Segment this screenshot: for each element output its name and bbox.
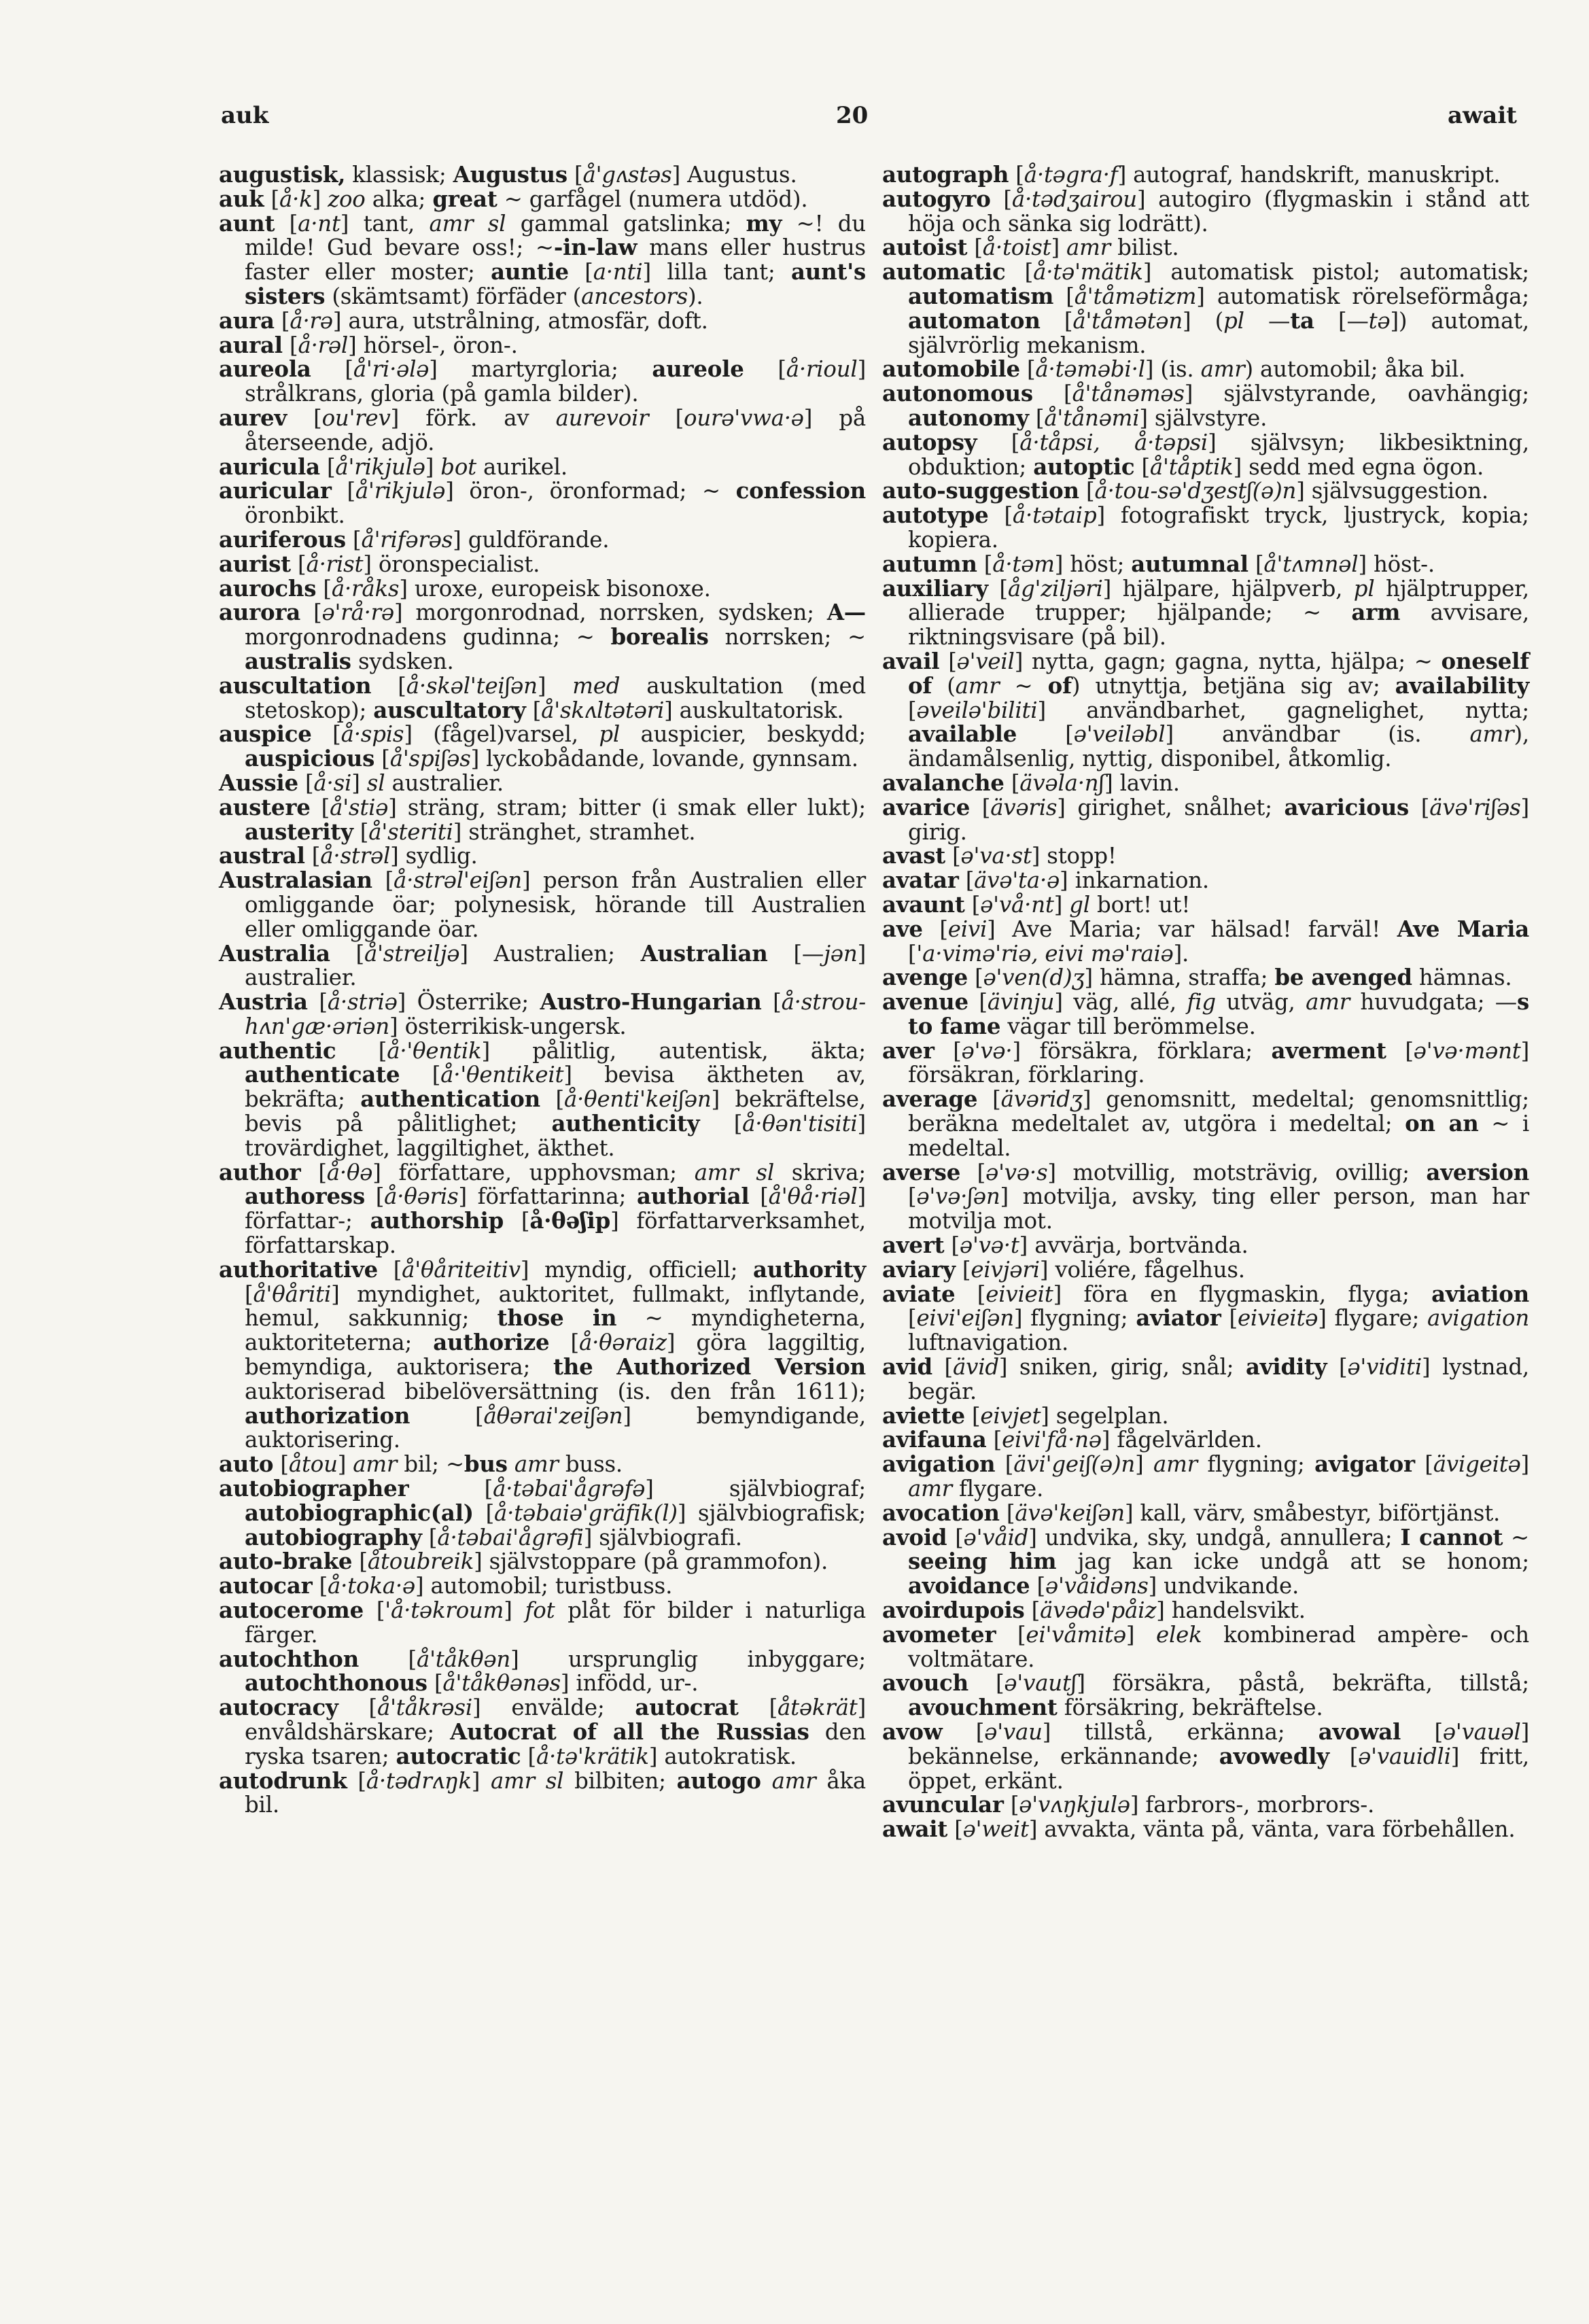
dictionary-entry: autograph [å·təgra·f] autograf, handskrift, manuskript. <box>882 162 1501 188</box>
dictionary-entry: autumn [å·təm] höst; autumnal [å'tʌmnəl] höst-. <box>882 551 1435 577</box>
dictionary-entry: auto [åtou] amr bil; ~bus amr buss. <box>219 1451 623 1478</box>
dictionary-entry: Australasian [å·strəl'eiʃən] person från Australien eller omliggande öar; polynesisk, hörande till Australien eller omliggande öar. <box>219 867 866 942</box>
dictionary-entry: aviette [eivjet] segelplan. <box>882 1402 1169 1429</box>
dictionary-entry: autobiographer [å·təbai'ågrəfə] självbiograf; autobiographic(al) [å·təbaiə'gräfik(l)] självbiografisk; autobiography [å·təbai'ågrəfi] självbiografi. <box>219 1476 866 1550</box>
dictionary-entry: auspice [å·spis] (fågel)varsel, pl auspicier, beskydd; auspicious [å'spiʃəs] lyckobådande, lovande, gynnsam. <box>219 721 866 772</box>
dictionary-entry: aural [å·rəl] hörsel-, öron-. <box>219 332 518 358</box>
dictionary-entry: auk [å·k] zoo alka; great ~ garfågel (numera utdöd). <box>219 186 808 212</box>
dictionary-entry: average [ävəridʒ] genomsnitt, medeltal; genomsnittlig; beräkna medeltalet av, utgöra i medeltal; on an ~ i medeltal. <box>882 1086 1529 1161</box>
dictionary-entry: autonomous [å'tånəməs] självstyrande, oavhängig; autonomy [å'tånəmi] självstyre. <box>882 381 1529 431</box>
dictionary-entry: austral [å·strəl] sydlig. <box>219 843 478 869</box>
dictionary-entry: autocerome ['å·təkroum] fot plåt för bilder i naturliga färger. <box>219 1597 866 1648</box>
dictionary-entry: autopsy [å·tåpsi, å·təpsi] självsyn; likbesiktning, obduktion; autoptic [å'tåptik] sedd med egna ögon. <box>882 429 1529 480</box>
running-head-right: await <box>1448 102 1517 129</box>
left-column <box>219 163 866 1818</box>
dictionary-entry: augustisk, klassisk; Augustus [å'gʌstəs] Augustus. <box>219 162 797 188</box>
dictionary-entry: autotype [å·tətaip] fotografiskt tryck, ljustryck, kopia; kopiera. <box>882 502 1529 553</box>
dictionary-entry: avometer [ei'våmitə] elek kombinerad ampère- och voltmätare. <box>882 1621 1529 1672</box>
dictionary-entry: auricula [å'rikjulə] bot aurikel. <box>219 453 568 480</box>
page-number: 20 <box>836 102 869 129</box>
dictionary-entry: austere [å'stiə] sträng, stram; bitter (i smak eller lukt); austerity [å'steriti] stränghet, stramhet. <box>219 794 866 845</box>
dictionary-entry: authentic [å·'θentik] pålitlig, autentisk, äkta; authenticate [å·'θentikeit] bevisa äktheten av, bekräfta; authentication [å·θenti'keiʃən] bekräftelse, bevis på pålitlighet; authenticity [å·θən'tisiti] trovärdighet, laggiltighet, äkthet. <box>219 1037 866 1161</box>
dictionary-entry: aureola [å'ri·ələ] martyrgloria; aureole [å·rioul] strålkrans, gloria (på gamla bilder). <box>219 356 866 407</box>
dictionary-entry: autodrunk [å·tədrʌŋk] amr sl bilbiten; autogo amr åka bil. <box>219 1767 866 1818</box>
dictionary-entry: averse [ə'və·s] motvillig, motsträvig, ovillig; aversion [ə'və·ʃən] motvilja, avsky, ting eller person, man har motvilja mot. <box>882 1159 1529 1234</box>
dictionary-entry: auto-brake [åtoubreik] självstoppare (på grammofon). <box>219 1548 828 1575</box>
dictionary-entry: avalanche [ävəla·nʃ] lavin. <box>882 769 1180 796</box>
dictionary-entry: autochthon [å'tåkθən] ursprunglig inbyggare; autochthonous [å'tåkθənəs] infödd, ur-. <box>219 1646 866 1697</box>
dictionary-entry: avouch [ə'vautʃ] försäkra, påstå, bekräfta, tillstå; avouchment försäkring, bekräftelse. <box>882 1670 1529 1721</box>
dictionary-entry: auriferous [å'rifərəs] guldförande. <box>219 526 610 553</box>
dictionary-entry: aviate [eivieit] föra en flygmaskin, flyga; aviation [eivi'eiʃən] flygning; aviator [eivieitə] flygare; avigation luftnavigation. <box>882 1281 1529 1356</box>
dictionary-entry: Australia [å'streiljə] Australien; Australian [—jən] australier. <box>219 940 866 991</box>
dictionary-entry: aviary [eivjəri] voliére, fågelhus. <box>882 1256 1245 1283</box>
running-head-left: auk <box>221 102 269 129</box>
dictionary-entry: avarice [ävəris] girighet, snålhet; avaricious [ävə'riʃəs] girig. <box>882 794 1529 845</box>
dictionary-entry: avert [ə'və·t] avvärja, bortvända. <box>882 1232 1248 1259</box>
dictionary-entry: aurora [ə'rå·rə] morgonrodnad, norrsken, sydsken; A— morgonrodnadens gudinna; ~ borealis norrsken; ~ australis sydsken. <box>219 600 866 674</box>
dictionary-entry: auxiliary [åg'ziljəri] hjälpare, hjälpverb, pl hjälptrupper, allierade trupper; hjälpande; ~ arm avvisare, riktningsvisare (på bil). <box>882 575 1529 651</box>
dictionary-entry: avast [ə'va·st] stopp! <box>882 843 1117 869</box>
dictionary-entry: aver [ə'və·] försäkra, förklara; averment [ə'və·mənt] försäkran, förklaring. <box>882 1037 1529 1088</box>
dictionary-entry: await [ə'weit] avvakta, vänta på, vänta, vara förbehållen. <box>882 1816 1516 1843</box>
dictionary-entry: avigation [ävi'geiʃ(ə)n] amr flygning; avigator [ävigeitə] amr flygare. <box>882 1451 1529 1502</box>
dictionary-entry: auscultation [å·skəl'teiʃən] med auskultation (med stetoskop); auscultatory [å'skʌltətəri] auskultatorisk. <box>219 672 866 723</box>
dictionary-entry: aura [å·rə] aura, utstrålning, atmosfär, doft. <box>219 307 708 334</box>
right-column <box>882 163 1529 1842</box>
dictionary-entry: autogyro [å·tədʒairou] autogiro (flygmaskin i stånd att höja och sänka sig lodrätt). <box>882 186 1529 237</box>
dictionary-entry: avocation [ävə'keiʃən] kall, värv, småbestyr, biförtjänst. <box>882 1499 1501 1526</box>
dictionary-entry: avaunt [ə'vå·nt] gl bort! ut! <box>882 891 1191 918</box>
dictionary-entry: automobile [å·təməbi·l] (is. amr) automobil; åka bil. <box>882 356 1466 383</box>
dictionary-entry: aunt [a·nt] tant, amr sl gammal gatslinka; my ~! du milde! Gud bevare oss!; ~-in-law mans eller hustrus faster eller moster; auntie [a·nti] lilla tant; aunt's sisters (skämtsamt) förfäder (ancestors). <box>219 210 866 309</box>
dictionary-entry: avoid [ə'våid] undvika, sky, undgå, annullera; I cannot ~ seeing him jag kan icke undgå att se honom; avoidance [ə'våidəns] undvikande. <box>882 1524 1529 1599</box>
dictionary-entry: ave [eivi] Ave Maria; var hälsad! farväl! Ave Maria ['a·vimə'riə, eivi mə'raiə]. <box>882 916 1529 967</box>
dictionary-entry: automatic [å·tə'mätik] automatisk pistol; automatisk; automatism [å'tåmətizm] automatisk rörelseförmåga; automaton [å'tåmətən] (pl —ta [—tə]) automat, självrörlig mekanism. <box>882 259 1529 358</box>
dictionary-entry: author [å·θə] författare, upphovsman; amr sl skriva; authoress [å·θəris] författarinna; authorial [å'θå·riəl] författar-; authorship [å·θəʃip] författarverksamhet, författarskap. <box>219 1159 866 1259</box>
dictionary-entry: aurev [ou'rev] förk. av aurevoir [ourə'vwa·ə] på återseende, adjö. <box>219 404 866 455</box>
dictionary-entry: autocracy [å'tåkrəsi] envälde; autocrat [åtəkrät] envåldshärskare; Autocrat of all the Russias den ryska tsaren; autocratic [å·tə'krätik] autokratisk. <box>219 1695 866 1769</box>
dictionary-entry: avenge [ə'ven(d)ʒ] hämna, straffa; be avenged hämnas. <box>882 965 1512 991</box>
dictionary-entry: avow [ə'vau] tillstå, erkänna; avowal [ə'vauəl] bekännelse, erkännande; avowedly [ə'vauidli] fritt, öppet, erkänt. <box>882 1719 1529 1794</box>
dictionary-entry: autoist [å·toist] amr bilist. <box>882 235 1179 261</box>
dictionary-entry: avifauna [eivi'få·nə] fågelvärlden. <box>882 1427 1262 1453</box>
dictionary-entry: avid [ävid] sniken, girig, snål; avidity [ə'viditi] lystnad, begär. <box>882 1354 1529 1404</box>
dictionary-entry: auto-suggestion [å·tou-sə'dʒestʃ(ə)n] självsuggestion. <box>882 478 1488 504</box>
dictionary-entry: Aussie [å·si] sl australier. <box>219 769 504 796</box>
dictionary-entry: avuncular [ə'vʌŋkjulə] farbrors-, morbrors-. <box>882 1792 1375 1818</box>
dictionary-entry: avoirdupois [ävədə'påiz] handelsvikt. <box>882 1597 1306 1624</box>
dictionary-entry: avenue [ävinju] väg, allé, fig utväg, amr huvudgata; —s to fame vägar till berömmelse. <box>882 989 1529 1039</box>
dictionary-entry: aurochs [å·råks] uroxe, europeisk bisonoxe. <box>219 575 711 602</box>
dictionary-entry: Austria [å·striə] Österrike; Austro-Hungarian [å·strou-hʌn'gæ·əriən] österrikisk-ungersk. <box>219 989 866 1039</box>
dictionary-entry: aurist [å·rist] öronspecialist. <box>219 551 540 577</box>
dictionary-entry: authoritative [å'θåriteitiv] myndig, officiell; authority [å'θåriti] myndighet, auktoritet, fullmakt, inflytande, hemul, sakkunnig; those in ~ myndigheterna, auktoriteterna; authorize [å·θəraiz] göra laggiltig, bemyndiga, auktorisera; the Authorized Version auktoriserad bibelöversättning (is. den från 1611); authorization [åθərai'zeiʃən] bemyndigande, auktorisering. <box>219 1256 867 1453</box>
dictionary-entry: auricular [å'rikjulə] öron-, öronformad; ~ confession öronbikt. <box>219 478 866 529</box>
dictionary-entry: autocar [å·toka·ə] automobil; turistbuss. <box>219 1573 673 1599</box>
dictionary-entry: avatar [ävə'ta·ə] inkarnation. <box>882 867 1210 894</box>
dictionary-entry: avail [ə'veil] nytta, gagn; gagna, nytta, hjälpa; ~ oneself of (amr ~ of) utnyttja, betjäna sig av; availability [əveilə'biliti] användbarhet, gagnelighet, nytta; available [ə'veiləbl] användbar (is. amr), ändamålsenlig, nyttig, disponibel, åtkomlig. <box>882 648 1529 772</box>
